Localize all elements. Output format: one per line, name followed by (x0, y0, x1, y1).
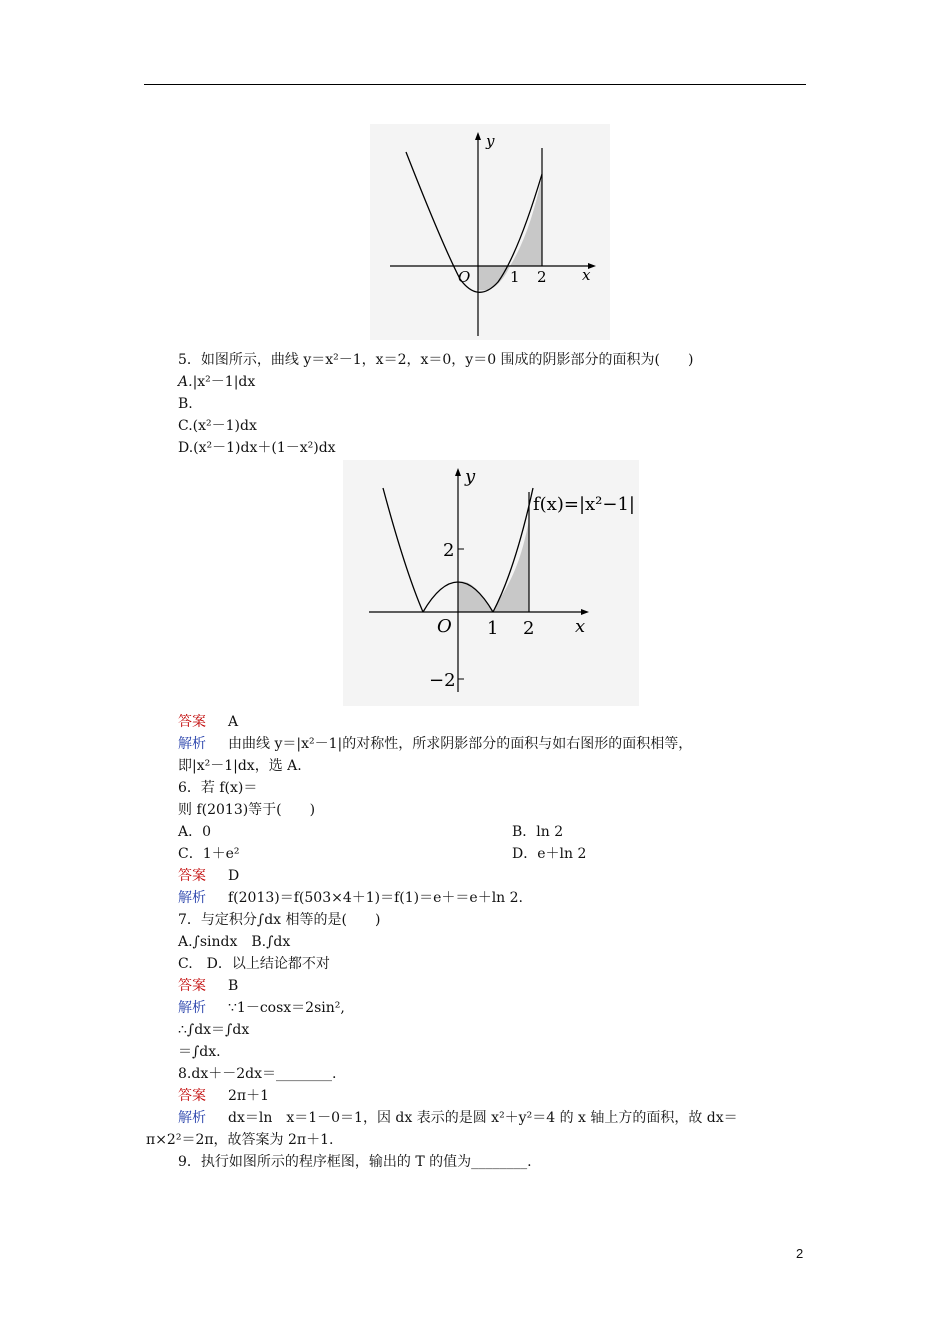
a8-analysis-1: dx＝ln x＝1－0＝1，因 dx 表示的是圆 x²＋y²＝4 的 x 轴上方的面积，故 dx＝ (228, 1110, 738, 1126)
a8-answer-tag: 答案 (178, 1088, 206, 1104)
a7-analysis-3: ＝∫dx. (178, 1044, 221, 1060)
q5-option-c: C.(x²－1)dx (178, 418, 257, 434)
q7-option-ab: A.∫sindx B.∫dx (178, 934, 291, 950)
page-number: 2 (796, 1246, 804, 1261)
shaded-area (458, 581, 493, 612)
x-axis-arrow (581, 609, 589, 615)
x-label: x (575, 616, 586, 637)
a8-answer: 2π＋1 (228, 1088, 270, 1104)
a8-analysis-tag: 解析 (178, 1110, 206, 1126)
q6-stem: 6．若 f(x)＝ (178, 780, 258, 796)
a7-answer: B (228, 978, 239, 994)
q5-option-a-expr: |x²－1|dx (192, 374, 256, 390)
q6-option-d: D．e＋ln 2 (512, 846, 587, 862)
a6-answer-tag: 答案 (178, 868, 206, 884)
q6-line2: 则 f(2013)等于( ) (178, 802, 316, 818)
origin-label: O (458, 268, 471, 286)
a6-answer: D (228, 868, 240, 884)
q5-stem: 5．如图所示，曲线 y＝x²－1，x＝2，x＝0，y＝0 围成的阴影部分的面积为( ) (178, 352, 694, 368)
origin-label: O (437, 616, 452, 637)
q6-option-c: C．1＋e² (178, 846, 240, 862)
a5-answer-tag: 答案 (178, 714, 206, 730)
a6-analysis: f(2013)＝f(503×4＋1)＝f(1)＝e＋＝e＋ln 2. (228, 890, 523, 906)
q7-stem: 7．与定积分∫dx 相等的是( ) (178, 912, 381, 928)
figure-parabola (370, 124, 610, 340)
parabola-graph (370, 124, 610, 340)
shaded-area-2 (493, 520, 529, 612)
function-label: f(x)=|x²−1| (533, 494, 635, 515)
q7-option-cd: C. D．以上结论都不对 (178, 956, 330, 972)
a7-analysis-1: ∵1－cosx＝2sin², (228, 1000, 345, 1016)
tick-1-label: 1 (510, 268, 520, 286)
header-rule (144, 84, 806, 85)
q9-stem: 9．执行如图所示的程序框图，输出的 T 的值为________. (178, 1154, 532, 1170)
y-axis-arrow (455, 468, 461, 476)
q5-option-a (178, 372, 255, 392)
q6-option-a: A．0 (178, 824, 212, 840)
ytick-neg2-label: −2 (429, 670, 456, 691)
tick-2-label: 2 (523, 618, 535, 639)
a8-analysis-2: π×2²＝2π，故答案为 2π＋1. (146, 1132, 334, 1148)
parabola-curve (406, 152, 542, 292)
a5-analysis-2: 即|x²－1|dx，选 A. (178, 758, 302, 774)
q8-stem: 8.dx＋－2dx＝________. (178, 1066, 337, 1082)
y-label: y (465, 466, 476, 487)
a5-answer: A (228, 714, 239, 730)
a7-analysis-2: ∴∫dx＝∫dx (178, 1022, 250, 1038)
y-axis-arrow (475, 132, 481, 140)
curve-left (383, 488, 423, 612)
tick-1-label: 1 (487, 618, 499, 639)
q5-option-d: D.(x²－1)dx＋(1－x²)dx (178, 440, 336, 456)
figure-abs-parabola (343, 460, 639, 706)
abs-parabola-graph (343, 460, 639, 706)
a6-analysis-tag: 解析 (178, 890, 206, 906)
ytick-2-label: 2 (443, 540, 455, 561)
q6-option-b: B．ln 2 (512, 824, 564, 840)
q5-option-b: B. (178, 396, 193, 412)
y-label: y (486, 132, 495, 150)
a7-analysis-tag: 解析 (178, 1000, 206, 1016)
a7-answer-tag: 答案 (178, 978, 206, 994)
a5-analysis-1: 由曲线 y＝|x²－1|的对称性，所求阴影部分的面积与如右图形的面积相等， (228, 736, 693, 752)
a5-analysis-tag: 解析 (178, 736, 206, 752)
q5-option-a-letter: A. (178, 374, 193, 390)
tick-2-label: 2 (537, 268, 547, 286)
x-label: x (582, 266, 591, 284)
